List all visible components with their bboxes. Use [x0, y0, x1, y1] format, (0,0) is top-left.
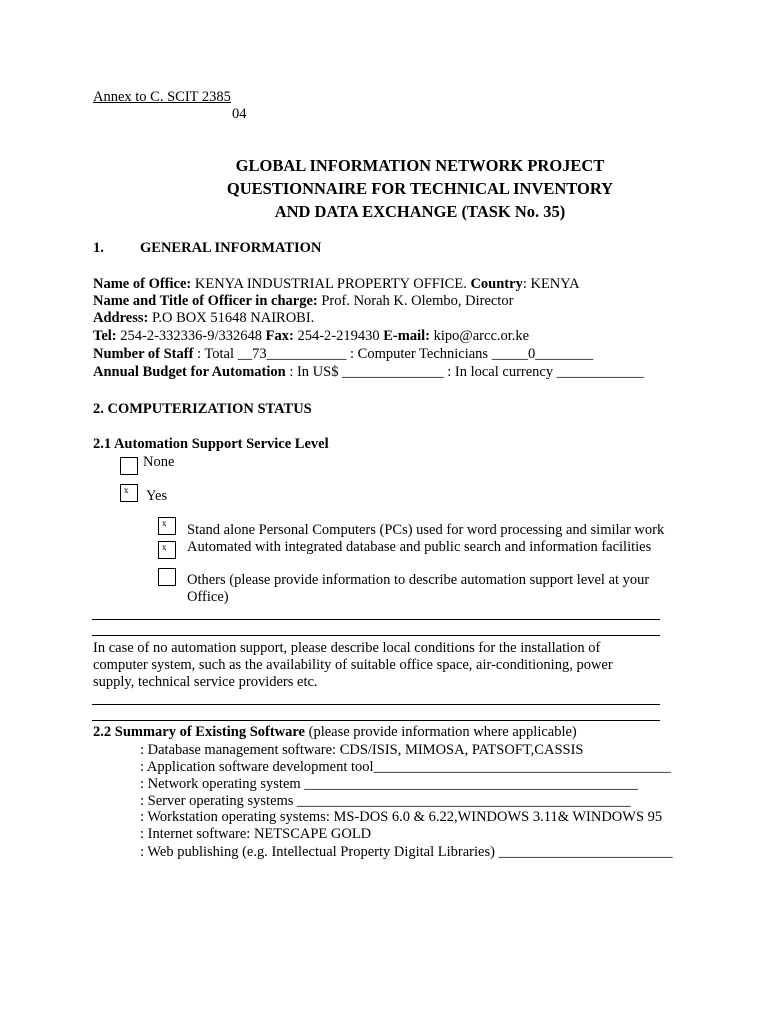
email-label: E-mail: [383, 328, 430, 344]
office-value: KENYA INDUSTRIAL PROPERTY OFFICE. [191, 276, 471, 292]
others-answer-line-2[interactable] [92, 635, 660, 636]
no-automation-answer-line-2[interactable] [92, 720, 660, 721]
contact-line [93, 328, 529, 345]
budget-line [93, 364, 644, 381]
annex-number: 04 [232, 106, 247, 122]
country-label: Country [470, 276, 523, 292]
office-name-line [93, 276, 580, 293]
no-automation-answer-line-1[interactable] [92, 704, 660, 705]
country-value: : KENYA [522, 276, 580, 292]
none-label: None [143, 454, 175, 470]
section2-heading: 2. COMPUTERIZATION STATUS [93, 401, 312, 417]
address-label: Address: [93, 310, 149, 326]
email-value: kipo@arcc.or.ke [429, 328, 530, 344]
integrated-db-label: Automated with integrated database and public search and information facilities [187, 539, 652, 555]
officer-label: Name and Title of Officer in charge: [93, 293, 318, 309]
document-title-line3: AND DATA EXCHANGE (TASK No. 35) [274, 202, 566, 221]
office-label: Name of Office: [93, 276, 192, 292]
staff-line [93, 346, 593, 363]
section1-number: 1. [93, 240, 104, 256]
section1-heading: GENERAL INFORMATION [140, 240, 322, 256]
software-web-publishing: : Web publishing (e.g. Intellectual Property Digital Libraries) ________________________ [140, 844, 673, 860]
tel-value: 254-2-332336-9/332648 [116, 328, 266, 344]
no-automation-text-line2: computer system, such as the availability of suitable office space, air-conditioning, power [93, 657, 613, 673]
others-checkbox[interactable] [158, 568, 176, 586]
standalone-pc-checkbox[interactable]: x [158, 517, 176, 535]
software-db-management: : Database management software: CDS/ISIS, MIMOSA, PATSOFT,CASSIS [140, 742, 584, 758]
budget-value: : In US$ ______________ : In local currency ____________ [285, 364, 644, 380]
officer-line [93, 293, 513, 310]
tel-label: Tel: [93, 328, 117, 344]
section22-heading: 2.2 Summary of Existing Software [93, 724, 305, 740]
section21-heading: 2.1 Automation Support Service Level [93, 436, 329, 452]
staff-label: Number of Staff [93, 346, 194, 362]
section22-heading-line [93, 724, 577, 741]
staff-value: : Total __73___________ : Computer Technicians _____0________ [193, 346, 594, 362]
no-automation-text-line3: supply, technical service providers etc. [93, 674, 318, 690]
software-app-dev-tool: : Application software development tool_________________________________________ [140, 759, 671, 775]
fax-value: 254-2-219430 [293, 328, 384, 344]
none-checkbox[interactable] [120, 457, 138, 475]
section22-note: (please provide information where applicable) [305, 724, 577, 740]
no-automation-text-line1: In case of no automation support, please describe local conditions for the installation of [93, 640, 601, 656]
software-workstation-os: : Workstation operating systems: MS-DOS 6.0 & 6.22,WINDOWS 3.11& WINDOWS 95 [140, 809, 663, 825]
standalone-pc-label: Stand alone Personal Computers (PCs) used for word processing and similar work [187, 522, 665, 538]
integrated-db-checkbox[interactable]: x [158, 541, 176, 559]
yes-checkbox[interactable]: x [120, 484, 138, 502]
annex-reference: Annex to C. SCIT 2385 [93, 89, 231, 105]
others-label-line1: Others (please provide information to describe automation support level at your [187, 572, 650, 588]
software-network-os: : Network operating system ______________________________________________ [140, 776, 638, 792]
document-title-line1: GLOBAL INFORMATION NETWORK PROJECT [235, 156, 605, 175]
others-answer-line-1[interactable] [92, 619, 660, 620]
document-title-line2: QUESTIONNAIRE FOR TECHNICAL INVENTORY [226, 179, 614, 198]
software-server-os: : Server operating systems ______________________________________________ [140, 793, 631, 809]
officer-value: Prof. Norah K. Olembo, Director [317, 293, 514, 309]
others-label-line2: Office) [187, 589, 229, 605]
software-internet: : Internet software: NETSCAPE GOLD [140, 826, 372, 842]
budget-label: Annual Budget for Automation [93, 364, 286, 380]
address-line [93, 310, 314, 327]
yes-label: Yes [146, 488, 168, 504]
fax-label: Fax: [265, 328, 294, 344]
address-value: P.O BOX 51648 NAIROBI. [148, 310, 315, 326]
